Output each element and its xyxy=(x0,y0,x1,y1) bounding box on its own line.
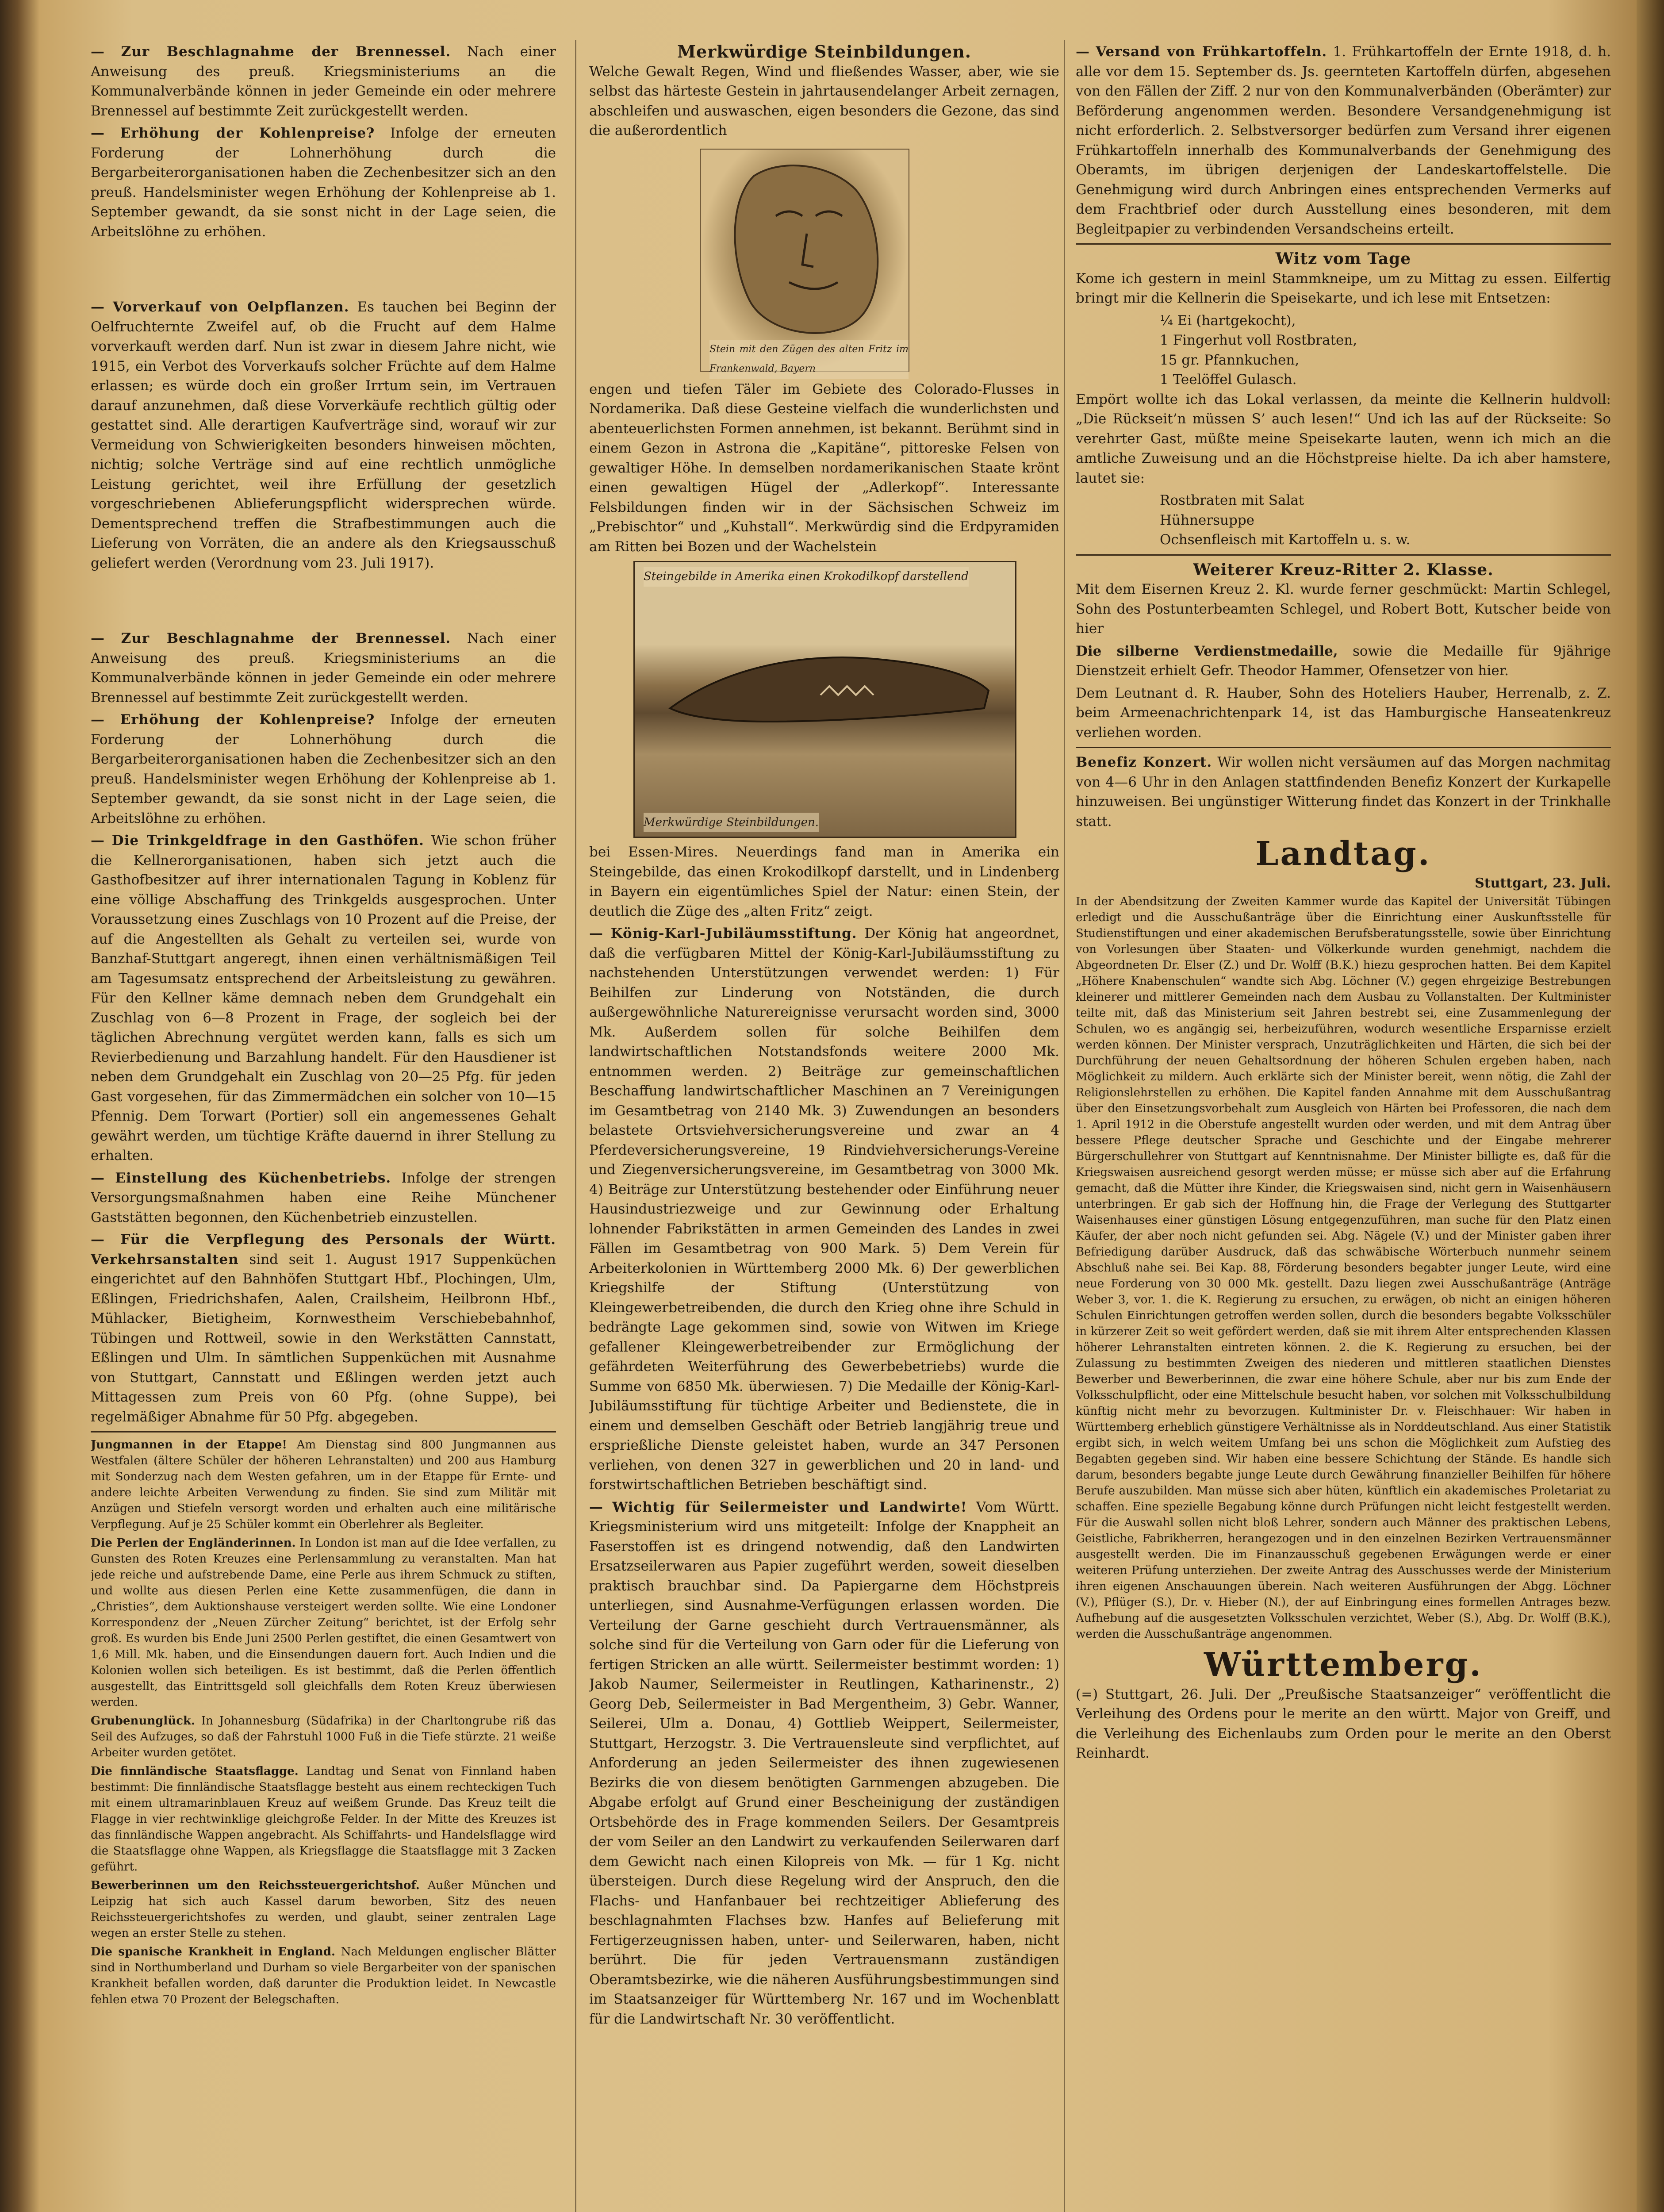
article-heading: Benefiz Konzert. xyxy=(1076,754,1212,770)
brief-heading: Grubenunglück. xyxy=(91,1714,196,1728)
page-edge xyxy=(1637,0,1664,2212)
blank-space xyxy=(91,576,556,629)
brief-heading: Bewerberinnen um den Reichssteuergerichtshof. xyxy=(91,1879,420,1892)
article-heading: Zur Beschlagnahme der Brennessel. xyxy=(121,630,451,646)
menu-item: 1 Fingerhut voll Rostbraten, xyxy=(1160,332,1357,348)
article-text: Mit dem Eisernen Kreuz 2. Kl. wurde ferner geschmückt: Martin Schlegel, Sohn des Postunterbeamten Schlegel, und Robert Bott, Kutscher beide von hier xyxy=(1076,581,1611,637)
article: — Die Trinkgeldfrage in den Gasthöfen. Wie schon früher die Kellnerorganisationen, haben sich jetzt auch die Gasthofbesitzer auf ihrer internationalen Tagung in Koblenz für eine völlige Abschaffung des Trinkgelds ausgesprochen. Unter Voraussetzung eines Zuschlags von 10 Prozent auf die Preise, der auf die Angestellten als Gehalt zu verteilen sei, wurde von Banzhaf-Stuttgart angeregt, ihnen einen verhältnismäßigen Teil am Tagesumsatz entsprechend der Arbeitsleistung zu gewähren. Für den Kellner käme demnach neben dem Grundgehalt ein Zuschlag von 6—8 Prozent in Frage, der sogleich bei der täglichen Abrechnung vergütet werden kann, falls es sich um Revierbedienung und Barzahlung handelt. Für den Hausdiener ist neben dem Grundgehalt ein Zuschlag von 20—25 Pfg. für jeden Gast vorgesehen, für das Zimmermädchen ein solcher von 10—15 Pfennig. Dem Torwart (Portier) soll ein angemessenes Gehalt gewährt werden, um tüchtige Kräfte dauernd in ihrer Stellung zu erhalten. xyxy=(91,833,556,1164)
brief xyxy=(91,1763,556,1875)
article-heading: Für die Verpflegung des Personals der Württ. Verkehrsanstalten xyxy=(91,1232,556,1267)
brief xyxy=(91,1713,556,1761)
crocodile-rock-drawing xyxy=(635,562,1013,835)
menu-item: 1 Teelöffel Gulasch. xyxy=(1160,372,1297,388)
article: — Wichtig für Seilermeister und Landwirte! Vom Württ. Kriegsministerium wird uns mitgeteilt: Infolge der Knappheit an Faserstoffen ist es dringend notwendig, daß den Landwirten Ersatzseilerwaren aus Papier zugeführt werden, soweit dieselben praktisch brauchbar sind. Da Papiergarne dem Höchstpreis unterliegen, sind Ausnahme-Verfügungen erlassen worden. Die Verteilung der Garne geschieht durch Vertrauensmänner, als solche sind für die Verteilung von Garn oder für die Lieferung von fertigen Stricken an alle württ. Seilermeister bestimmt worden: 1) Jakob Naumer, Seilermeister in Reutlingen, Katharinenstr., 2) Georg Deb, Seilermeister in Bad Mergentheim, 3) Gebr. Wanner, Seilerei, Ulm a. Donau, 4) Gottlieb Weippert, Seilermeister, Stuttgart, Herzogstr. 3. Die Vertrauensleute sind verpflichtet, auf Anforderung an jeden Seilermeister des ihnen zugewiesenen Bezirks die von diesem benötigten Garnmengen abzugeben. Die Abgabe erfolgt auf Grund einer Bescheinigung der zuständigen Ortsbehörde des in Frage kommenden Seilers. Der Gesamtpreis der vom Seiler an den Landwirt zu verkaufenden Seilerwaren darf dem Gewicht nach einen Kilopreis von Mk. — für 1 Kg. nicht übersteigen. Durch diese Regelung wird der Anspruch, den die Flachs- und Hanfanbauer bei rechtzeitiger Ablieferung des beschlagnahmten Flachses bzw. Hanfes auf Belieferung mit Fertigerzeugnissen haben, unter- und Seilerwaren, haben, nicht berührt. Die für jeden Vertrauensmann zuständigen Oberamtsbezirke, wie die näheren Ausführungsbestimmungen sind im Staatsanzeiger für Württemberg Nr. 167 und im Wochenblatt für die Landwirtschaft Nr. 30 veröffentlicht. xyxy=(589,1499,1059,2027)
article-text: Der König hat angeordnet, daß die verfügbaren Mittel der König-Karl-Jubiläumsstiftung zu nachstehenden Unterstützungen verwendet werden: 1) Für Beihilfen zur Linderung von Notständen, die durch außergewöhnliche Naturereignisse verursacht worden sind, 3000 Mk. Außerdem sollen für solche Beihilfen dem landwirtschaftlichen Notstandsfonds weitere 2000 Mk. entnommen werden. 2) Beiträge zur gemeinschaftlichen Beschaffung landwirtschaftlicher Maschinen an 7 Vereinigungen im Gesamtbetrag von 2140 Mk. 3) Zuwendungen an besonders belastete Ortsviehversicherungsvereine und zwar an 4 Pferdeversicherungsvereine, 19 Rindviehversicherungs-Vereine und Ziegenversicherungsvereine, im Gesamtbetrag von 3000 Mk. 4) Beiträge zur Unterstützung bestehender oder Einführung neuer Hausindustriezweige und zur Gewinnung oder Erhaltung lohnender Fabrikstätten in armen Gemeinden des Landes in zwei Fällen im Gesamtbetrag von 900 Mark. 5) Dem Verein für Arbeiterkolonien in Württemberg 2000 Mk. 6) Der gewerblichen Kriegshilfe der Stiftung (Unterstützung von Kleingewerbetreibenden, die durch den Krieg ohne ihre Schuld in bedrängte Lage gekommen sind, sowie von Witwen im Kriege gefallener Kleingewerbetreibender zur Ermöglichung der gefährdeten Weiterführung des Gewerbebetriebs) wurde die Summe von 6850 Mk. überwiesen. 7) Die Medaille der König-Karl-Jubiläumsstiftung für tüchtige Arbeiter und Bedienstete, die in einem und demselben Geschäft oder Betrieb langjährig treue und ersprießliche Dienste geleistet haben, wurde an 347 Personen verliehen, von denen 327 in gewerblichen und 20 in land- und forstwirtschaftlichen Betrieben beschäftigt sind. xyxy=(589,926,1059,1493)
stone-face-illustration xyxy=(700,149,909,372)
landtag-title: Landtag. xyxy=(1255,835,1431,873)
brief-heading: Die spanische Krankheit in England. xyxy=(91,1945,336,1959)
article xyxy=(1076,753,1611,831)
article-heading: Witz vom Tage xyxy=(1275,250,1411,268)
brief-text: Nach Meldungen englischer Blätter sind in Northumberland und Durham so viele Bergarbeiter von der spanischen Krankheit befallen worden, daß darunter die Produktion leidet. In Newcastle fehlen etwa 70 Prozent der Belegschaften. xyxy=(91,1945,556,2006)
article: — Versand von Frühkartoffeln. 1. Frühkartoffeln der Ernte 1918, d. h. alle vor dem 15. September ds. Js. geernteten Kartoffeln dürfen, abgesehen von den Fällen der Ziff. 2 nur von den Kommunalverbänden (Oberämter) zur Beförderung angenommen werden. Besondere Versandgenehmigung ist nicht erforderlich. 2. Selbstversorger bedürfen zum Versand ihrer eigenen Frühkartoffeln innerhalb des Kommunalverbands der Genehmigung des Oberamts, im übrigen derjenigen der Landeskartoffelstelle. Die Genehmigung wird durch Anbringen eines entsprechenden Vermerks auf dem Frachtbrief oder durch Ausstellung eines besonderen, mit dem Begleitpapier zu verbindenden Versandscheins erteilt. xyxy=(1076,44,1611,237)
divider xyxy=(1076,243,1611,245)
article-text: sowie die Medaille für 9jährige Dienstzeit erhielt Gefr. Theodor Hammer, Ofensetzer von hier. xyxy=(1076,643,1611,679)
menu-list xyxy=(1076,491,1611,550)
illustration-caption-top: Steingebilde in Amerika einen Krokodilkopf darstellend xyxy=(644,567,969,587)
stone-face-drawing xyxy=(701,150,907,369)
blank-space xyxy=(91,244,556,297)
article-heading: Zur Beschlagnahme der Brennessel. xyxy=(121,44,451,60)
article-text: Infolge der erneuten Forderung der Lohnerhöhung durch die Bergarbeiterorganisationen haben die Zechenbesitzer sich an den preuß. Handelsminister wegen Erhöhung der Kohlenpreise ab 1. September gewandt, da sie sonst nicht in der Lage seien, die Arbeitslöhne zu erhöhen. xyxy=(91,125,556,240)
article: — Für die Verpflegung des Personals der Württ. Verkehrsanstalten sind seit 1. August 1917 Suppenküchen eingerichtet auf den Bahnhöfen Stuttgart Hbf., Plochingen, Ulm, Eßlingen, Friedrichshafen, Aalen, Crailsheim, Heilbronn Hbf., Mühlacker, Bietigheim, Kornwestheim Verschiebebahnhof, Tübingen und Rottweil, sowie in den Werkstätten Cannstatt, Eßlingen und Ulm. In sämtlichen Suppenküchen mit Ausnahme von Stuttgart, Cannstatt und Eßlingen werden jetzt auch Mittagessen zum Preis von 60 Pfg. (ohne Suppe), bei regelmäßiger Abnahme für 50 Pfg. abgegeben. xyxy=(91,1232,556,1425)
article: — Einstellung des Küchenbetriebs. Infolge der strengen Versorgungsmaßnahmen haben eine Reihe Münchener Gaststätten begonnen, den Küchenbetrieb einzustellen. xyxy=(91,1170,556,1225)
article-text: Nach einer Anweisung des preuß. Kriegsministeriums an die Kommunalverbände können in jeder Gemeinde ein oder mehrere Brennessel auf bestimmte Zeit zurückgestellt werden. xyxy=(91,630,556,706)
article-text: bei Essen-Mires. Neuerdings fand man in Amerika ein Steingebilde, das einen Krokodilkopf darstellt, und in Lindenberg in Bayern ein eigentümliches Spiel der Natur: einen Stein, der deutlich die Züge des „alten Fritz“ zeigt. xyxy=(589,844,1059,919)
article-heading: Erhöhung der Kohlenpreise? xyxy=(120,712,375,728)
article-heading: Versand von Frühkartoffeln. xyxy=(1096,44,1327,60)
column-1 xyxy=(91,42,556,2212)
menu-item: Ochsenfleisch mit Kartoffeln u. s. w. xyxy=(1160,532,1411,548)
article-text: Wir wollen nicht versäumen auf das Morgen nachmitag von 4—6 Uhr in den Anlagen stattfindenden Benefiz Konzert der Kurkapelle hinzuweisen. Bei ungünstiger Witterung findet das Konzert in der Trinkhalle statt. xyxy=(1076,754,1611,830)
illustration-caption: Stein mit den Zügen des alten Fritz im Frankenwald, Bayern xyxy=(709,340,909,379)
illustration-caption-bottom: Merkwürdige Steinbildungen. xyxy=(644,813,819,833)
menu-item: ¼ Ei (hartgekocht), xyxy=(1160,312,1296,329)
article: — Erhöhung der Kohlenpreise? Infolge der erneuten Forderung der Lohnerhöhung durch die Bergarbeiterorganisationen haben die Zechenbesitzer sich an den preuß. Handelsminister wegen Erhöhung der Kohlenpreise ab 1. September gewandt, da sie sonst nicht in der Lage seien, die Arbeitslöhne zu erhöhen. xyxy=(91,125,556,240)
brief-text: Am Dienstag sind 800 Jungmannen aus Westfalen (ältere Schüler der höheren Lehranstalten) und 200 aus Hamburg mit Sonderzug nach dem Westen gefahren, um in der Etappe für Ernte- und andere leichte Arbeiten Verwendung zu finden. Sie sind zum Militär mit Anzügen und Stiefeln versorgt worden und erhalten auch eine militärische Verpflegung. Auf je 25 Schüler kommt ein Oberlehrer als Begleiter. xyxy=(91,1438,556,1531)
article-heading: Weiterer Kreuz-Ritter 2. Klasse. xyxy=(1193,560,1494,579)
divider xyxy=(1076,554,1611,556)
column-2 xyxy=(589,42,1059,2212)
article-text: Wie schon früher die Kellnerorganisationen, haben sich jetzt auch die Gasthofbesitzer auf ihrer internationalen Tagung in Koblenz für eine völlige Abschaffung des Trinkgelds ausgesprochen. Unter Voraussetzung eines Zuschlags von 10 Prozent auf die Preise, der auf die Angestellten als Gehalt zu verteilen sei, wurde von Banzhaf-Stuttgart angeregt, ihnen einen verhältnismäßigen Teil am Tagesumsatz entsprechend der Arbeitsleistung zu gewähren. Für den Kellner käme demnach neben dem Grundgehalt ein Zuschlag von 6—8 Prozent in Frage, der sogleich bei der täglichen Abrechnung vergütet werden kann, falls es sich um Revierbedienung und Barzahlung handelt. Für den Hausdiener ist neben dem Grundgehalt ein Zuschlag von 20—25 Pfg. für jeden Gast vorgesehen, für das Zimmermädchen ein solcher von 10—15 Pfennig. Dem Torwart (Portier) soll ein angemessenes Gehalt gewährt werden, um tüchtige Kräfte dauernd in ihrer Stellung zu erhalten. xyxy=(91,833,556,1164)
wuerttemberg-title: Württemberg. xyxy=(1204,1645,1483,1684)
article-heading: Einstellung des Küchenbetriebs. xyxy=(115,1170,391,1186)
landtag-dateline: Stuttgart, 23. Juli. xyxy=(1475,876,1611,891)
brief-text: In Johannesburg (Südafrika) in der Charltongrube riß das Seil des Aufzuges, so daß der Fahrstuhl 1000 Fuß in die Tiefe stürzte. 21 weiße Arbeiter wurden getötet. xyxy=(91,1714,556,1759)
landtag-text: In der Abendsitzung der Zweiten Kammer wurde das Kapitel der Universität Tübingen erledigt und die Ausschußanträge über die Einrichtung einer Auskunftsstelle für Studienstiftungen und einer akademischen Berufsberatungsstelle, sowie über Einrichtung von Vorlesungen über Staaten- und Völkerkunde wurden genehmigt, nachdem die Abgeordneten Dr. Elser (Z.) und Dr. Wolff (B.K.) hiezu gesprochen hatten. Bei dem Kapitel „Höhere Knabenschulen“ wandte sich Abg. Löchner (V.) gegen ehrgeizige Bestrebungen kleinerer und mittlerer Gemeinden nach dem Ausbau zu Vollanstalten. Der Kultminister teilte mit, daß das Ministerium seit Jahren bestrebt sei, eine Zusammenlegung der Schulen, wo es angängig sei, herbeizuführen, wodurch wesentliche Ersparnisse erzielt werden können. Der Minister versprach, Unzuträglichkeiten und Härten, die sich bei der Durchführung der neuen Gehaltsordnung der höheren Schulen ergeben haben, nach Möglichkeit zu mildern. Auch erklärte sich der Minister bereit, wenn nötig, die Zahl der Religionslehrstellen zu erhöhen. Die Kapitel fanden Annahme mit dem Ausschußantrag über den Einsetzungsvorbehalt zum Ausgleich von Härten bei Professoren, die nach dem 1. April 1912 in die Oberstufe angestellt wurden oder werden, und mit dem Antrag über bessere Pflege deutscher Sprache und Geschichte und der Eingabe mehrerer Bürgerschullehrer von Stuttgart auf Kenntnisnahme. Der Minister billigte es, daß für die Kriegswaisen ausreichend gesorgt werden müsse; er müsse sich aber auf die Erfahrung gemacht, daß die Mütter ihre Kinder, die Kriegswaisen sind, nicht gern in Waisenhäusern unterbringen. Er gab sich der Hoffnung hin, die Frage der Verlegung des Stuttgarter Waisenhauses einer günstigen Lösung entgegenzuführen, man suche für den Platz einen Käufer, der aber noch nicht gefunden sei. Abg. Nägele (V.) und der Minister gaben ihrer Befriedigung darüber Ausdruck, daß das schwäbische Wörterbuch nunmehr seinem Abschluß nahe sei. Bei Kap. 88, Förderung besonders begabter junger Leute, wird eine neue Forderung von 30 000 Mk. gestellt. Dazu liegen zwei Ausschußanträge (Anträge Weber 3, vor. 1. die K. Regierung zu ersuchen, zu erwägen, ob nicht an einigen höheren Schulen Einrichtungen getroffen werden sollen, durch die besonders begabte Volksschüler in kürzerer Zeit so weit gefördert werden, daß sie mit ihrem Alter entsprechenden Klassen höherer Lehranstalten eintreten können. 2. die K. Regierung zu ersuchen, bei der Zulassung zu bestimmten Zweigen des niederen und mittleren staatlichen Dienstes Bewerber und Bewerberinnen, die zwar eine höhere Schule, aber nur bis zum Ende der Volksschulpflicht, oder eine Mittelschule besucht haben, vor solchen mit Volksschulbildung künftig nicht mehr zu bevorzugen. Kultminister Dr. v. Fleischhauer: Wir haben in Württemberg erheblich günstigere Verhältnisse als in Norddeutschland. Aus einer Statistik ergibt sich, in welch weitem Umfang bei uns schon die Möglichkeit zum Aufstieg des Begabten gegeben sind. Wir haben eine bessere Schichtung der Stände. Es handle sich darum, besonders begabte junge Leute durch Gewährung finanzieller Beihilfen für höhere Berufe auszubilden. Man müsse sich aber hüten, künftlich ein akademisches Proletariat zu schaffen. Eine spezielle Begabung könne durch Prüfungen nicht leicht festgestellt werden. Für die Auswahl sollen nicht bloß Lehrer, sondern auch Männer des praktischen Lebens, Geistliche, Fabrikherren, herangezogen und in den einzelnen Bezirken Vertrauensmänner ausgestellt werden. Die im Finanzausschuß gegebenen Erwägungen werde er einer weiteren Prüfung unterziehen. Der zweite Antrag des Ausschusses werde der Ministerium ihren eigenen Anschauungen überein. Nach weiteren Ausführungen der Abgg. Löchner (V.), Pflüger (S.), Dr. v. Hieber (N.), der auf Einbringung eines formellen Antrages bezw. Aufhebung auf die ausgesetzten Volksschulen verzichtet, Weber (S.), Abg. Dr. Wolff (B.K.), werden die Ausschußanträge angenommen. xyxy=(1076,895,1611,1641)
article: — Vorverkauf von Oelpflanzen. Es tauchen bei Beginn der Oelfruchternte Zweifel auf, ob die Frucht auf dem Halme vorverkauft werden darf. Nun ist zwar in diesem Jahre nicht, wie 1915, ein Verbot des Vorverkaufs solcher Früchte auf dem Halme erlassen; es würde doch ein großer Irrtum sein, im Vertrauen darauf anzunehmen, daß diese Vorverkäufe rechtlich gültig oder gestattet sind. Alle derartigen Kaufverträge sind, worauf wir zur Vermeidung von Schwierigkeiten besonders hinweisen möchten, nichtig; solche Verträge sind auf eine rechtlich unmögliche Leistung gerichtet, weil ihre Erfüllung der gesetzlich vorgeschriebenen Ablieferungspflicht widersprechen würde. Dementsprechend treffen die Strafbestimmungen auch die Lieferung von Vorräten, die an andere als den Kriegsausschuß geliefert werden (Verordnung vom 23. Juli 1917). xyxy=(91,299,556,571)
column-rule xyxy=(575,40,576,2212)
article: — König-Karl-Jubiläumsstiftung. Der König hat angeordnet, daß die verfügbaren Mittel der König-Karl-Jubiläumsstiftung zu nachstehenden Unterstützungen verwendet werden: 1) Für Beihilfen zur Linderung von Notständen, die durch außergewöhnliche Naturereignisse verursacht worden sind, 3000 Mk. Außerdem sollen für solche Beihilfen dem landwirtschaftlichen Notstandsfonds weitere 2000 Mk. entnommen werden. 2) Beiträge zur gemeinschaftlichen Beschaffung landwirtschaftlicher Maschinen an 7 Vereinigungen im Gesamtbetrag von 2140 Mk. 3) Zuwendungen an besonders belastete Ortsviehversicherungsvereine und zwar an 4 Pferdeversicherungsvereine, 19 Rindviehversicherungs-Vereine und Ziegenversicherungsvereine, im Gesamtbetrag von 3000 Mk. 4) Beiträge zur Unterstützung bestehender oder Einführung neuer Hausindustriezweige und zur Gewinnung oder Erhaltung lohnender Fabrikstätten in armen Gemeinden des Landes in zwei Fällen im Gesamtbetrag von 900 Mark. 5) Dem Verein für Arbeiterkolonien in Württemberg 2000 Mk. 6) Der gewerblichen Kriegshilfe der Stiftung (Unterstützung von Kleingewerbetreibenden, die durch den Krieg ohne ihre Schuld in bedrängte Lage gekommen sind, sowie von Witwen im Kriege gefallener Kleingewerbetreibender zur Ermöglichung der gefährdeten Weiterführung des Gewerbebetriebs) wurde die Summe von 6850 Mk. überwiesen. 7) Die Medaille der König-Karl-Jubiläumsstiftung für tüchtige Arbeiter und Bedienstete, die in einem und demselben Geschäft oder Betrieb langjährig treue und ersprießliche Dienste geleistet haben, wurde an 347 Personen verliehen, von denen 327 in gewerblichen und 20 in land- und forstwirtschaftlichen Betrieben beschäftigt sind. xyxy=(589,926,1059,1493)
brief xyxy=(91,1437,556,1532)
article-text: Vom Württ. Kriegsministerium wird uns mitgeteilt: Infolge der Knappheit an Faserstoffen ist es dringend notwendig, daß den Landwirten Ersatzseilerwaren aus Papier zugeführt werden, soweit dieselben praktisch brauchbar sind. Da Papiergarne dem Höchstpreis unterliegen, sind Ausnahme-Verfügungen erlassen worden. Die Verteilung der Garne geschieht durch Vertrauensmänner, als solche sind für die Verteilung von Garn oder für die Lieferung von fertigen Stricken an alle württ. Seilermeister bestimmt worden: 1) Jakob Naumer, Seilermeister in Reutlingen, Katharinenstr., 2) Georg Deb, Seilermeister in Bad Mergentheim, 3) Gebr. Wanner, Seilerei, Ulm a. Donau, 4) Gottlieb Weippert, Seilermeister, Stuttgart, Herzogstr. 3. Die Vertrauensleute sind verpflichtet, auf Anforderung an jeden Seilermeister des ihnen zugewiesenen Bezirks die von diesem benötigten Garnmengen abzugeben. Die Abgabe erfolgt auf Grund einer Bescheinigung der zuständigen Ortsbehörde des in Frage kommenden Seilers. Der Gesamtpreis der vom Seiler an den Landwirt zu verkaufenden Seilerwaren darf dem Gewicht nach einen Kilopreis von Mk. — für 1 Kg. nicht übersteigen. Durch diese Regelung wird der Anspruch, den die Flachs- und Hanfanbauer bei rechtzeitiger Ablieferung des beschlagnahmten Flachses bzw. Hanfes auf Belieferung mit Fertigerzeugnissen haben, unter- und Seilerwaren, haben, nicht berührt. Die für jeden Vertrauensmann zuständigen Oberamtsbezirke, wie die näheren Ausführungsbestimmungen sind im Staatsanzeiger für Württemberg Nr. 167 und im Wochenblatt für die Landwirtschaft Nr. 30 veröffentlicht. xyxy=(589,1499,1059,2027)
brief-text: Außer München und Leipzig hat sich auch Kassel darum beworben, Sitz des neuen Reichssteuergerichtshofes zu werden, und glaubt, seiner zentralen Lage wegen an erster Stelle zu stehen. xyxy=(91,1879,556,1940)
article-heading: König-Karl-Jubiläumsstiftung. xyxy=(610,926,857,941)
article-text: Kome ich gestern in meinl Stammkneipe, um zu Mittag zu essen. Eilfertig bringt mir die Kellnerin die Speisekarte, und ich lese mit Entsetzen: xyxy=(1076,270,1611,306)
article-text: Nach einer Anweisung des preuß. Kriegsministeriums an die Kommunalverbände können in jeder Gemeinde ein oder mehrere Brennessel auf bestimmte Zeit zurückgestellt werden. xyxy=(91,44,556,119)
article-text: Es tauchen bei Beginn der Oelfruchternte Zweifel auf, ob die Frucht auf dem Halme vorverkauft werden darf. Nun ist zwar in diesem Jahre nicht, wie 1915, ein Verbot des Vorverkaufs solcher Früchte auf dem Halme erlassen; es würde doch ein großer Irrtum sein, im Vertrauen darauf anzunehmen, daß diese Vorverkäufe rechtlich gültig oder gestattet sind. Alle derartigen Kaufverträge sind, worauf wir zur Vermeidung von Schwierigkeiten besonders hinweisen möchten, nichtig; solche Verträge sind auf eine rechtlich unmögliche Leistung gerichtet, weil ihre Erfüllung der gesetzlich vorgeschriebenen Ablieferungspflicht widersprechen würde. Dementsprechend treffen die Strafbestimmungen auch die Lieferung von Vorräten, die an andere als den Kriegsausschuß geliefert werden (Verordnung vom 23. Juli 1917). xyxy=(91,299,556,571)
article-text: sind seit 1. August 1917 Suppenküchen eingerichtet auf den Bahnhöfen Stuttgart Hbf., Plochingen, Ulm, Eßlingen, Friedrichshafen, Aalen, Crailsheim, Heilbronn Hbf., Mühlacker, Bietigheim, Kornwestheim Verschiebebahnhof, Tübingen und Rottweil, sowie in den Werkstätten Cannstatt, Eßlingen und Ulm. In sämtlichen Suppenküchen mit Ausnahme von Stuttgart, Cannstatt und Eßlingen werden jetzt auch Mittagessen zum Preis von 60 Pfg. (ohne Suppe), bei regelmäßiger Abnahme für 50 Pfg. abgegeben. xyxy=(91,1251,556,1425)
wuerttemberg-text: (=) Stuttgart, 26. Juli. Der „Preußische Staatsanzeiger“ veröffentlicht die Verleihung des Ordens pour le merite an den württ. Major von Greiff, und die Verleihung des Eichenlaubs zum Orden pour le merite an den Oberst Reinhardt. xyxy=(1076,1686,1611,1761)
brief-heading: Jungmannen in der Etappe! xyxy=(91,1438,287,1452)
news-briefs xyxy=(91,1437,556,2008)
article-heading: Vorverkauf von Oelpflanzen. xyxy=(113,299,349,315)
article-text: Welche Gewalt Regen, Wind und fließendes Wasser, aber, wie sie selbst das härteste Gestein in jahrtausendelanger Arbeit zernagen, abschleifen und auswaschen, eigen besonders die Gezone, das sind die außerordentlich xyxy=(589,63,1059,138)
article-text: Empört wollte ich das Lokal verlassen, da meinte die Kellnerin huldvoll: „Die Rückseit’n müssen S’ auch lesen!“ Und ich las auf der Rückseite: So verehrter Gast, müßte meine Speisekarte lauten, wenn ich mich an die amtliche Zuweisung und an die Höchstpreise hielte. Da ich aber hamstere, lautet sie: xyxy=(1076,391,1611,486)
brief-text: In London ist man auf die Idee verfallen, zu Gunsten des Roten Kreuzes eine Perlensammlung zu veranstalten. Man hat jede reiche und aufstrebende Dame, eine Perle aus ihrem Schmuck zu stiften, und wollte aus diesen Perlen eine Kette zusammenfügen, die dann in „Christies“, dem Auktionshause versteigert werden sollte. Wie eine Londoner Korrespondenz der „Neuen Zürcher Zeitung“ berichtet, ist der Erfolg sehr groß. Es wurden bis Ende Juni 2500 Perlen gestiftet, die einen Gesamtwert von 1,6 Mill. Mk. haben, und die Einsendungen dauern fort. Auch Indien und die Kolonien wollen sich beteiligen. Es ist bestimmt, daß die Perlen öffentlich ausgestellt, das Eintrittsgeld soll gleichfalls dem Roten Kreuz überwiesen werden. xyxy=(91,1536,556,1709)
divider xyxy=(91,1431,556,1432)
column-3 xyxy=(1076,42,1611,2212)
article: — Erhöhung der Kohlenpreise? Infolge der erneuten Forderung der Lohnerhöhung durch die Bergarbeiterorganisationen haben die Zechenbesitzer sich an den preuß. Handelsminister wegen Erhöhung der Kohlenpreise ab 1. September gewandt, da sie sonst nicht in der Lage seien, die Arbeitslöhne zu erhöhen. xyxy=(91,712,556,826)
brief xyxy=(91,1944,556,2008)
brief xyxy=(91,1535,556,1710)
article-text: engen und tiefen Täler im Gebiete des Colorado-Flusses in Nordamerika. Daß diese Gesteine vielfach die wunderlichsten und abenteuerlichsten Formen annehmen, ist bekannt. Berühmt sind in einem Gezon in Astrona die „Kapitäne“, pittoreske Felsen von gewaltiger Höhe. In demselben nordamerikanischen Staate krönt einen gewaltigen Hügel der „Adlerkopf“. Interessante Felsbildungen finden wir in der Sächsischen Schweiz im „Prebischtor“ und „Kuhstall“. Merkwürdig sind die Erdpyramiden am Ritten bei Bozen und der Wachelstein xyxy=(589,381,1059,555)
article-heading: Merkwürdige Steinbildungen. xyxy=(677,42,972,61)
brief-heading: Die finnländische Staatsflagge. xyxy=(91,1765,299,1778)
article-text: Infolge der strengen Versorgungsmaßnahmen haben eine Reihe Münchener Gaststätten begonnen, den Küchenbetrieb einzustellen. xyxy=(91,1170,556,1225)
crocodile-rock-illustration xyxy=(633,561,1016,838)
article-heading: Erhöhung der Kohlenpreise? xyxy=(120,125,375,141)
brief-text: Landtag und Senat von Finnland haben bestimmt: Die finnländische Staatsflagge besteht aus einem rechteckigen Tuch mit einem ultramarinblauen Kreuz auf weißem Grunde. Das Kreuz teilt die Flagge in vier rechtwinklige gleichgroße Felder. In der Mitte des Kreuzes ist das finnländische Wappen angebracht. Als Schiffahrts- und Handelsflagge wird die Staatsflagge ohne Wappen, als Kriegsflagge die Staatsflagge mit 3 Zacken geführt. xyxy=(91,1765,556,1874)
article-text: Dem Leutnant d. R. Hauber, Sohn des Hoteliers Hauber, Herrenalb, z. Z. beim Armeenachrichtenpark 14, ist das Hamburgische Hanseatenkreuz verliehen worden. xyxy=(1076,685,1611,741)
menu-item: Hühnersuppe xyxy=(1160,512,1255,528)
article xyxy=(1076,641,1611,681)
column-rule xyxy=(1064,40,1065,2212)
menu-list xyxy=(1076,311,1611,390)
article: — Zur Beschlagnahme der Brennessel. Nach einer Anweisung des preuß. Kriegsministeriums an die Kommunalverbände können in jeder Gemeinde ein oder mehrere Brennessel auf bestimmte Zeit zurückgestellt werden. xyxy=(91,44,556,119)
article-text: Infolge der erneuten Forderung der Lohnerhöhung durch die Bergarbeiterorganisationen haben die Zechenbesitzer sich an den preuß. Handelsminister wegen Erhöhung der Kohlenpreise ab 1. September gewandt, da sie sonst nicht in der Lage seien, die Arbeitslöhne zu erhöhen. xyxy=(91,712,556,826)
article: — Zur Beschlagnahme der Brennessel. Nach einer Anweisung des preuß. Kriegsministeriums an die Kommunalverbände können in jeder Gemeinde ein oder mehrere Brennessel auf bestimmte Zeit zurückgestellt werden. xyxy=(91,630,556,706)
divider xyxy=(1076,747,1611,748)
brief xyxy=(91,1878,556,1941)
article-heading: Die Trinkgeldfrage in den Gasthöfen. xyxy=(111,833,424,849)
article-heading: Wichtig für Seilermeister und Landwirte! xyxy=(612,1499,967,1515)
menu-item: Rostbraten mit Salat xyxy=(1160,492,1304,508)
brief-heading: Die Perlen der Engländerinnen. xyxy=(91,1536,296,1550)
menu-item: 15 gr. Pfannkuchen, xyxy=(1160,352,1300,368)
article-text: 1. Frühkartoffeln der Ernte 1918, d. h. alle vor dem 15. September ds. Js. geernteten Kartoffeln dürfen, abgesehen von den Fällen der Ziff. 2 nur von den Kommunalverbänden (Oberämter) zur Beförderung angenommen werden. Besondere Versandgenehmigung ist nicht erforderlich. 2. Selbstversorger bedürfen zum Versand ihrer eigenen Frühkartoffeln innerhalb des Kommunalverbands der Genehmigung des Oberamts, im übrigen derjenigen der Landeskartoffelstelle. Die Genehmigung wird durch Anbringen eines entsprechenden Vermerks auf dem Frachtbrief oder durch Ausstellung eines besonderen, mit dem Begleitpapier zu verbindenden Versandscheins erteilt. xyxy=(1076,44,1611,237)
article-subheading: Die silberne Verdienstmedaille, xyxy=(1076,643,1338,659)
